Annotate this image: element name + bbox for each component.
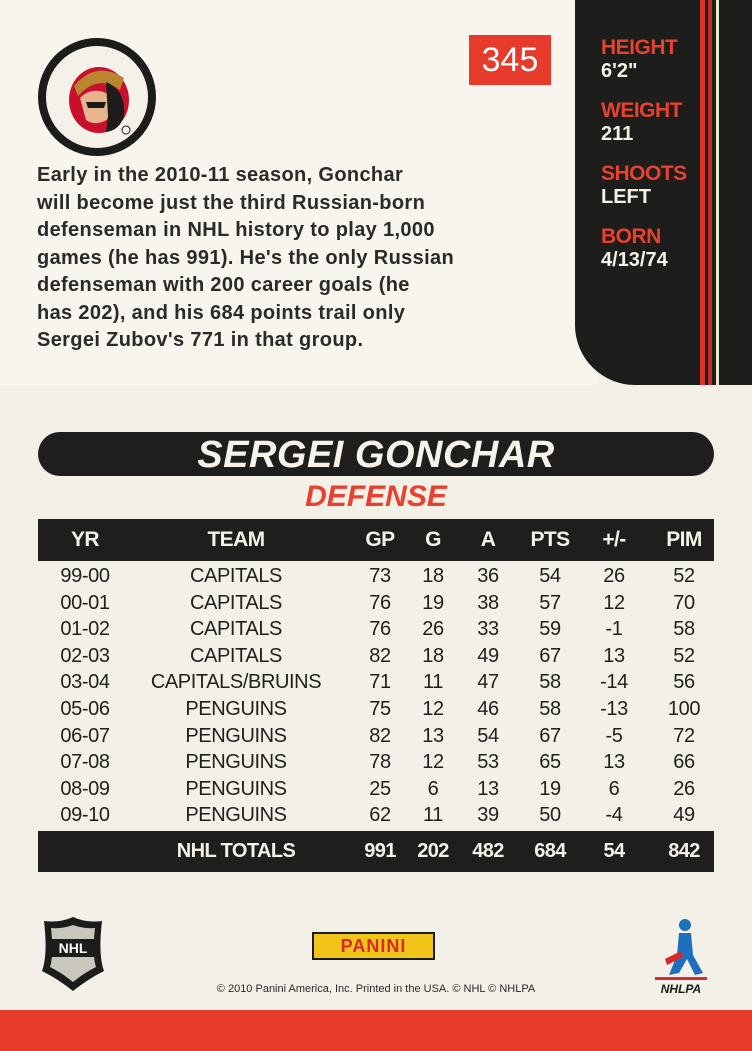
name-banner bbox=[38, 432, 714, 476]
table-cell: PENGUINS bbox=[185, 777, 287, 800]
bio-line: defenseman with 200 career goals (he bbox=[37, 274, 410, 296]
table-cell: 58 bbox=[539, 671, 561, 694]
panel-stripe-cream bbox=[716, 0, 719, 385]
table-header-cell: G bbox=[425, 528, 441, 551]
player-position: DEFENSE bbox=[305, 480, 447, 513]
born-stat bbox=[601, 225, 668, 271]
bio-line: Sergei Zubov's 771 in that group. bbox=[37, 329, 364, 351]
copyright-text: © 2010 Panini America, Inc. Printed in the USA. © NHL © NHLPA bbox=[216, 983, 536, 995]
table-cell: 82 bbox=[369, 644, 391, 667]
table-cell: 47 bbox=[477, 671, 499, 694]
table-cell: 78 bbox=[369, 751, 391, 774]
weight-value: 211 bbox=[601, 123, 634, 145]
table-cell: 52 bbox=[673, 565, 695, 587]
table-cell: 26 bbox=[422, 618, 444, 641]
table-cell: 72 bbox=[673, 724, 695, 747]
bottom-red-band bbox=[0, 1010, 752, 1051]
team-logo-inner bbox=[46, 46, 148, 148]
table-cell: 12 bbox=[603, 591, 625, 614]
table-cell: 59 bbox=[539, 618, 561, 641]
born-value: 4/13/74 bbox=[601, 249, 668, 271]
table-cell: -4 bbox=[605, 804, 623, 827]
card-number: 345 bbox=[469, 35, 551, 85]
table-cell: PENGUINS bbox=[185, 724, 287, 747]
table-cell: 02-03 bbox=[60, 644, 110, 667]
table-cell: 54 bbox=[477, 724, 499, 747]
senators-icon bbox=[46, 46, 148, 148]
height-label: HEIGHT bbox=[601, 36, 678, 59]
table-cell: 62 bbox=[369, 804, 391, 827]
table-cell: 18 bbox=[422, 644, 444, 667]
table-cell: 05-06 bbox=[60, 698, 110, 720]
table-cell: 11 bbox=[423, 804, 443, 827]
table-cell: CAPITALS bbox=[189, 591, 282, 614]
weight-stat bbox=[601, 99, 682, 145]
nhlpa-text: NHLPA bbox=[660, 982, 702, 995]
panel-stripe-red bbox=[700, 0, 705, 385]
table-cell: 57 bbox=[539, 591, 561, 614]
table-cell: 00-01 bbox=[60, 591, 110, 614]
table-cell: PENGUINS bbox=[185, 698, 287, 720]
totals-cell: 684 bbox=[534, 840, 566, 862]
table-cell: 01-02 bbox=[60, 618, 110, 641]
player-name: SERGEI GONCHAR bbox=[197, 434, 555, 476]
table-cell: 52 bbox=[673, 644, 695, 667]
table-cell: 13 bbox=[477, 777, 499, 800]
nhl-shield-text: NHL bbox=[58, 940, 88, 956]
table-cell: 38 bbox=[477, 591, 499, 614]
bio-text bbox=[37, 162, 537, 355]
table-cell: CAPITALS bbox=[189, 644, 282, 667]
table-cell: 13 bbox=[603, 751, 625, 774]
table-header-cell: PIM bbox=[666, 528, 702, 551]
table-cell: 66 bbox=[673, 751, 695, 774]
table-cell: 13 bbox=[422, 724, 444, 747]
table-cell: 70 bbox=[673, 591, 695, 614]
table-header-cell: TEAM bbox=[207, 528, 265, 551]
table-cell: 53 bbox=[477, 751, 499, 774]
totals-cell: NHL TOTALS bbox=[176, 840, 296, 862]
table-cell: -13 bbox=[600, 698, 628, 720]
table-cell: 76 bbox=[369, 591, 391, 614]
shoots-stat bbox=[601, 162, 687, 208]
table-cell: 12 bbox=[422, 698, 444, 720]
table-cell: 19 bbox=[539, 777, 561, 800]
table-header-cell: A bbox=[480, 528, 496, 551]
table-cell: 19 bbox=[422, 591, 444, 614]
table-cell: 46 bbox=[477, 698, 499, 720]
table-cell: 03-04 bbox=[60, 671, 110, 694]
table-cell: 56 bbox=[673, 671, 695, 694]
table-cell: 07-08 bbox=[60, 751, 110, 774]
table-cell: 09-10 bbox=[60, 804, 110, 827]
table-cell: 73 bbox=[369, 565, 391, 587]
table-cell: 71 bbox=[369, 671, 391, 694]
table-cell: 58 bbox=[539, 698, 561, 720]
table-cell: 36 bbox=[477, 565, 499, 587]
born-label: BORN bbox=[601, 225, 661, 248]
totals-cell: 54 bbox=[603, 840, 625, 862]
table-cell: 25 bbox=[369, 777, 391, 800]
table-cell: -14 bbox=[600, 671, 628, 694]
table-cell: 06-07 bbox=[60, 724, 110, 747]
table-cell: 49 bbox=[477, 644, 499, 667]
table-cell: 26 bbox=[673, 777, 695, 800]
table-cell: 54 bbox=[539, 565, 561, 587]
table-cell: PENGUINS bbox=[185, 804, 287, 827]
totals-cell: 202 bbox=[417, 840, 449, 862]
height-stat bbox=[601, 36, 677, 82]
table-cell: 11 bbox=[423, 671, 443, 694]
totals-cell bbox=[45, 831, 125, 872]
totals-cell: 842 bbox=[668, 840, 700, 862]
bio-line: defenseman in NHL history to play 1,000 bbox=[37, 219, 435, 241]
table-cell: 33 bbox=[477, 618, 499, 641]
height-value: 6'2" bbox=[601, 60, 638, 82]
table-header-cell: GP bbox=[365, 528, 395, 551]
table-cell: 76 bbox=[369, 618, 391, 641]
table-cell: 58 bbox=[673, 618, 695, 641]
table-cell: CAPITALS bbox=[189, 618, 282, 641]
table-cell: 18 bbox=[422, 565, 444, 587]
table-cell: 49 bbox=[673, 804, 695, 827]
table-header-cell: YR bbox=[71, 528, 99, 551]
nhl-shield-icon bbox=[38, 915, 108, 993]
table-cell: PENGUINS bbox=[185, 751, 287, 774]
bio-line: will become just the third Russian-born bbox=[37, 191, 426, 214]
table-cell: CAPITALS bbox=[189, 565, 282, 587]
team-logo bbox=[38, 38, 156, 156]
table-cell: 75 bbox=[369, 698, 391, 720]
panini-logo: PANINI bbox=[312, 932, 435, 960]
totals-cell: 991 bbox=[364, 840, 396, 862]
table-cell: 67 bbox=[539, 644, 561, 667]
weight-label: WEIGHT bbox=[601, 99, 682, 122]
table-cell: 99-00 bbox=[60, 565, 110, 587]
table-cell: 67 bbox=[539, 724, 561, 747]
table-cell: 26 bbox=[603, 565, 625, 587]
table-cell: 39 bbox=[477, 804, 499, 827]
totals-cell: 482 bbox=[472, 840, 504, 862]
panel-stripe-red bbox=[708, 0, 712, 385]
bio-line: Early in the 2010-11 season, Gonchar bbox=[37, 164, 404, 186]
shoots-value: LEFT bbox=[601, 186, 651, 208]
bio-line: games (he has 991). He's the only Russian bbox=[37, 246, 455, 269]
table-cell: 65 bbox=[539, 751, 561, 774]
table-cell: 13 bbox=[603, 644, 625, 667]
table-cell: 6 bbox=[608, 777, 620, 800]
table-cell: -1 bbox=[605, 618, 623, 641]
table-header-cell: PTS bbox=[530, 528, 570, 551]
table-cell: 12 bbox=[422, 751, 444, 774]
table-cell: 50 bbox=[539, 804, 561, 827]
table-cell: -5 bbox=[605, 724, 623, 747]
table-cell: 82 bbox=[369, 724, 391, 747]
table-cell: 08-09 bbox=[60, 777, 110, 800]
table-header-cell: +/- bbox=[602, 528, 626, 551]
table-cell: 6 bbox=[427, 777, 439, 800]
table-cell: 100 bbox=[667, 698, 701, 720]
shoots-label: SHOOTS bbox=[601, 162, 687, 185]
bio-line: has 202), and his 684 points trail only bbox=[37, 301, 406, 324]
table-cell: CAPITALS/BRUINS bbox=[150, 671, 322, 694]
